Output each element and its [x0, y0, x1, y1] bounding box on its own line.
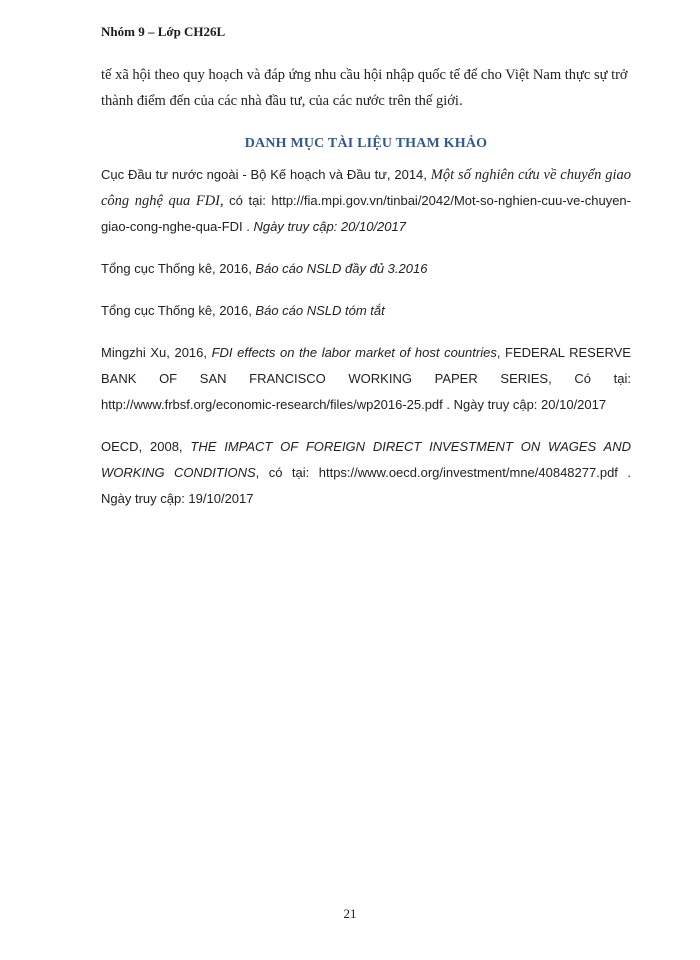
reference-title: Một số nghiên cứu về chuyển giao công nghệ qua FDI,	[101, 167, 631, 209]
reference-details: , có tại: https://www.oecd.org/investment/mne/40848277.pdf . Ngày truy cập: 19/10/2017	[101, 465, 631, 506]
reference-item	[101, 162, 631, 240]
page-content	[101, 62, 631, 528]
reference-prefix: Cục Đầu tư nước ngoài - Bộ Kế hoạch và Đầu tư, 2014,	[101, 167, 431, 182]
reference-list	[101, 162, 631, 512]
reference-item	[101, 298, 631, 324]
reference-details: có tại: http://fia.mpi.gov.vn/tinbai/2042/Mot-so-nghien-cuu-ve-chuyen-giao-cong-nghe-qua-FDI .	[101, 193, 631, 234]
reference-access-date: Ngày truy cập: 20/10/2017	[253, 219, 406, 234]
reference-item	[101, 340, 631, 418]
reference-details: , FEDERAL RESERVE BANK OF SAN FRANCISCO WORKING PAPER SERIES, Có tại: http://www.frbsf.org/economic-research/files/wp2016-25.pdf . Ngày truy cập: 20/10/2017	[101, 345, 631, 412]
intro-paragraph: tế xã hội theo quy hoạch và đáp ứng nhu cầu hội nhập quốc tế để cho Việt Nam thực sự trở thành điểm đến của các nhà đầu tư, của các nước trên thế giới.	[101, 67, 628, 109]
reference-title: Báo cáo NSLD đầy đủ 3.2016	[255, 261, 428, 276]
reference-title: Báo cáo NSLD tóm tắt	[255, 303, 385, 318]
page-header: Nhóm 9 – Lớp CH26L	[101, 24, 226, 39]
page-number: 21	[343, 906, 357, 921]
reference-title: THE IMPACT OF FOREIGN DIRECT INVESTMENT ON WAGES AND WORKING CONDITIONS	[101, 439, 631, 480]
reference-prefix: Mingzhi Xu, 2016,	[101, 345, 212, 360]
reference-title: FDI effects on the labor market of host countries	[211, 345, 497, 360]
reference-item	[101, 256, 631, 282]
reference-prefix: Tổng cục Thống kê, 2016,	[101, 303, 256, 318]
reference-prefix: Tổng cục Thống kê, 2016,	[101, 261, 256, 276]
section-title: DANH MỤC TÀI LIỆU THAM KHẢO	[244, 136, 488, 151]
reference-prefix: OECD, 2008,	[101, 439, 191, 454]
reference-item	[101, 434, 631, 512]
